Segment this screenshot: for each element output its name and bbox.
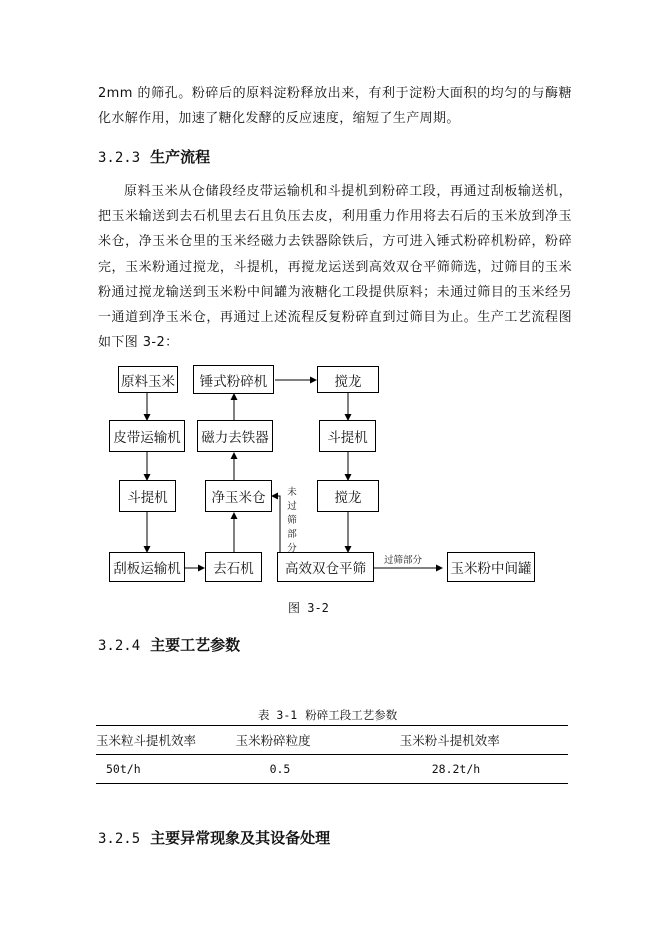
table-cell: 50t/h <box>96 755 234 784</box>
figure-caption: 图 3-2 <box>288 601 329 615</box>
parameters-table <box>96 725 568 784</box>
table-header-row <box>96 726 568 755</box>
table-cell: 28.2t/h <box>376 755 568 784</box>
table-cell: 0.5 <box>234 755 376 784</box>
node-flour-tank: 玉米粉中间罐 <box>447 552 535 582</box>
node-double-sifter: 高效双仓平筛 <box>277 552 374 582</box>
section-heading-3-2-3 <box>98 146 210 167</box>
paragraph-flow-description: 原料玉米从仓储段经皮带运输机和斗提机到粉碎工段，再通过刮板输送机，把玉米输送到去石机里去石且负压去皮，利用重力作用将去石后的玉米放到净玉米仓，净玉米仓里的玉米经磁力去铁器除铁后，方可进入锤式粉碎机粉碎，粉碎完，玉米粉通过搅龙，斗提机，再搅龙运送到高效双仓平筛筛选，过筛目的玉米粉通过搅龙输送到玉米粉中间罐为液糖化工段提供原料；未通过筛目的玉米经另一通道到净玉米仓，再通过上述流程反复粉碎直到过筛目为止。生产工艺流程图如下图 3-2： <box>98 184 572 351</box>
node-scraper-conveyor: 刮板运输机 <box>109 552 185 582</box>
section-title: 主要异常现象及其设备处理 <box>150 829 331 847</box>
table-caption-title: 粉碎工段工艺参数 <box>305 708 398 722</box>
table-caption-number: 表 3-1 <box>258 708 298 722</box>
node-bucket-elevator-2: 斗提机 <box>319 420 376 452</box>
label-sieved: 过筛部分 <box>384 555 423 566</box>
arrow-sifter-to-bin <box>272 496 280 552</box>
paragraph-top: 2mm 的筛孔。粉碎后的原料淀粉释放出来，有利于淀粉大面积的均匀的与酶糖化水解作用，加速了糖化发酵的反应速度，缩短了生产周期。 <box>98 86 572 127</box>
section-heading-3-2-4 <box>98 634 240 655</box>
section-number: 3.2.4 <box>98 638 141 654</box>
table-header-cell: 玉米粒斗提机效率 <box>96 726 234 755</box>
node-belt-conveyor: 皮带运输机 <box>109 420 185 452</box>
node-clean-corn-bin: 净玉米仓 <box>205 480 272 512</box>
node-bucket-elevator-1: 斗提机 <box>119 480 176 512</box>
flowchart <box>98 362 578 594</box>
section-heading-3-2-5 <box>98 827 330 848</box>
node-hammer-mill: 锤式粉碎机 <box>193 365 274 394</box>
table-header-cell: 玉米粉碎粒度 <box>234 726 376 755</box>
node-auger-2: 搅龙 <box>317 480 379 512</box>
section-title: 生产流程 <box>150 148 211 166</box>
section-title: 主要工艺参数 <box>150 636 241 654</box>
node-auger-1: 搅龙 <box>317 366 379 393</box>
section-number: 3.2.3 <box>98 150 141 166</box>
table-caption <box>258 707 397 723</box>
label-not-sieved: 未过筛部分 <box>287 487 297 554</box>
section-number: 3.2.5 <box>98 831 141 847</box>
table-row <box>96 755 568 784</box>
node-magnetic-separator: 磁力去铁器 <box>197 420 273 452</box>
table-header-cell: 玉米粉斗提机效率 <box>376 726 568 755</box>
node-raw-corn: 原料玉米 <box>118 366 178 393</box>
node-destoner: 去石机 <box>205 552 262 582</box>
